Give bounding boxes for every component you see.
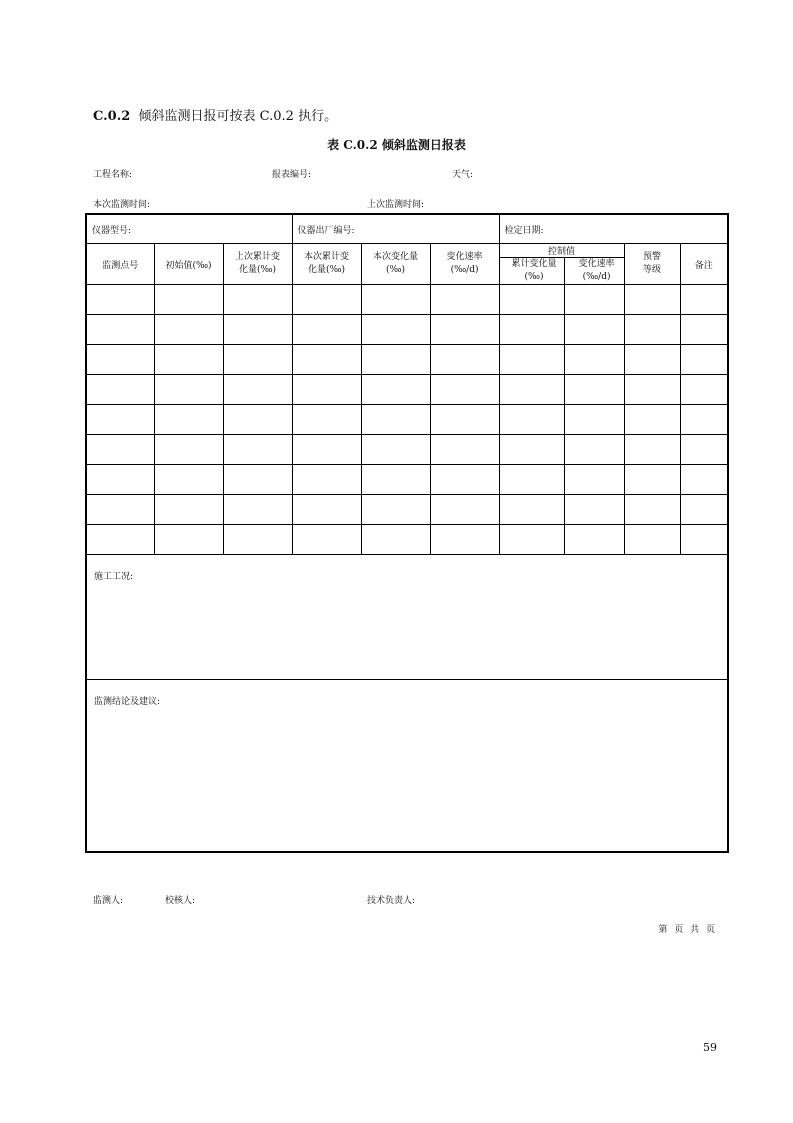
table-cell[interactable]	[86, 345, 154, 375]
table-cell[interactable]	[361, 495, 430, 525]
table-cell[interactable]	[292, 525, 361, 555]
table-cell[interactable]	[223, 525, 292, 555]
table-cell[interactable]	[86, 465, 154, 495]
table-cell[interactable]	[154, 405, 223, 435]
col-point: 监测点号	[86, 244, 154, 285]
table-cell[interactable]	[223, 495, 292, 525]
instrument-model-cell: 仪器型号:	[86, 214, 292, 244]
table-cell[interactable]	[361, 375, 430, 405]
table-cell[interactable]	[499, 495, 564, 525]
table-cell[interactable]	[680, 465, 728, 495]
table-cell[interactable]	[223, 405, 292, 435]
col-initial: 初始值(‰)	[154, 244, 223, 285]
table-cell[interactable]	[564, 375, 624, 405]
col-this-cum	[292, 244, 361, 285]
table-cell[interactable]	[292, 405, 361, 435]
table-cell[interactable]	[564, 345, 624, 375]
table-row	[86, 375, 728, 405]
weather-label: 天气:	[452, 170, 474, 180]
table-cell[interactable]	[154, 315, 223, 345]
table-row	[86, 315, 728, 345]
col-ctrl-cum-line1: 累计变化量	[511, 259, 557, 269]
table-cell[interactable]	[86, 495, 154, 525]
col-last-cum-line2: 化量(‰)	[238, 265, 277, 275]
construction-note-row	[86, 555, 728, 680]
table-cell[interactable]	[564, 285, 624, 315]
table-cell[interactable]	[624, 315, 680, 345]
table-row	[86, 435, 728, 465]
table-cell[interactable]	[430, 315, 499, 345]
table-cell[interactable]	[86, 315, 154, 345]
col-control: 控制值	[499, 244, 624, 258]
table-cell[interactable]	[680, 345, 728, 375]
table-cell[interactable]	[86, 525, 154, 555]
table-cell[interactable]	[680, 285, 728, 315]
table-cell[interactable]	[154, 465, 223, 495]
col-ctrl-rate-line2: (‰/d)	[582, 272, 611, 282]
col-rate	[430, 244, 499, 285]
conclusion-note-cell[interactable]: 监测结论及建议:	[86, 680, 728, 853]
conclusion-note-row	[86, 680, 728, 853]
table-cell[interactable]	[223, 345, 292, 375]
table-cell[interactable]	[292, 285, 361, 315]
table-cell[interactable]	[680, 315, 728, 345]
table-cell[interactable]	[499, 525, 564, 555]
table-cell[interactable]	[499, 285, 564, 315]
table-cell[interactable]	[154, 285, 223, 315]
table-cell[interactable]	[624, 345, 680, 375]
table-cell[interactable]	[564, 315, 624, 345]
table-cell[interactable]	[292, 465, 361, 495]
col-this-change	[361, 244, 430, 285]
table-cell[interactable]	[430, 435, 499, 465]
table-cell[interactable]	[430, 285, 499, 315]
table-cell[interactable]	[223, 285, 292, 315]
table-cell[interactable]	[154, 345, 223, 375]
table-cell[interactable]	[86, 405, 154, 435]
this-monitor-time-label: 本次监测时间:	[93, 200, 151, 210]
table-cell[interactable]	[680, 495, 728, 525]
page-number: 59	[703, 1041, 717, 1054]
col-ctrl-cum	[499, 258, 564, 285]
last-monitor-time-label: 上次监测时间:	[367, 200, 425, 210]
col-this-change-line1: 本次变化量	[373, 252, 419, 262]
table-cell[interactable]	[292, 435, 361, 465]
col-alarm-line2: 等级	[643, 265, 662, 275]
table-cell[interactable]	[430, 345, 499, 375]
table-cell[interactable]	[154, 525, 223, 555]
col-ctrl-rate	[564, 258, 624, 285]
col-this-cum-line1: 本次累计变	[304, 252, 350, 262]
table-cell[interactable]	[154, 435, 223, 465]
table-cell[interactable]	[499, 345, 564, 375]
table-cell[interactable]	[361, 285, 430, 315]
tech-lead-signature-label: 技术负责人:	[367, 896, 416, 906]
table-cell[interactable]	[680, 375, 728, 405]
table-cell[interactable]	[430, 495, 499, 525]
table-cell[interactable]	[154, 375, 223, 405]
col-rate-line2: (‰/d)	[450, 265, 479, 275]
table-cell[interactable]	[499, 435, 564, 465]
instrument-info-row	[86, 214, 728, 244]
col-rate-line1: 变化速率	[446, 252, 483, 262]
table-row	[86, 465, 728, 495]
table-row	[86, 525, 728, 555]
table-row	[86, 495, 728, 525]
col-last-cum-line1: 上次累计变	[235, 252, 281, 262]
table-cell[interactable]	[292, 345, 361, 375]
table-cell[interactable]	[223, 465, 292, 495]
table-cell[interactable]	[223, 435, 292, 465]
table-cell[interactable]	[86, 435, 154, 465]
col-ctrl-cum-line2: (‰)	[524, 272, 544, 282]
table-cell[interactable]	[223, 315, 292, 345]
table-cell[interactable]	[564, 495, 624, 525]
table-cell[interactable]	[499, 405, 564, 435]
checker-signature-label: 校核人:	[165, 896, 196, 906]
table-cell[interactable]	[680, 435, 728, 465]
table-cell[interactable]	[624, 465, 680, 495]
construction-note-cell[interactable]: 施工工况:	[86, 555, 728, 680]
col-remark: 备注	[680, 244, 728, 285]
table-row	[86, 405, 728, 435]
data-rows	[86, 285, 728, 555]
col-this-cum-line2: 化量(‰)	[307, 265, 346, 275]
table-cell[interactable]	[292, 315, 361, 345]
clause-text: 倾斜监测日报可按表 C.0.2 执行。	[138, 109, 338, 124]
table-row	[86, 345, 728, 375]
clause-number: C.0.2	[93, 109, 131, 124]
table-cell[interactable]	[223, 375, 292, 405]
table-cell[interactable]	[154, 495, 223, 525]
table-cell[interactable]	[292, 495, 361, 525]
table-cell[interactable]	[361, 525, 430, 555]
col-alarm	[624, 244, 680, 285]
table-cell[interactable]	[680, 405, 728, 435]
col-alarm-line1: 预警	[643, 252, 662, 262]
table-cell[interactable]	[564, 435, 624, 465]
table-cell[interactable]	[361, 465, 430, 495]
col-ctrl-rate-line1: 变化速率	[578, 259, 615, 269]
table-cell[interactable]	[624, 285, 680, 315]
page-of-label: 第 页 共 页	[658, 925, 717, 935]
table-cell[interactable]	[624, 495, 680, 525]
col-this-change-line2: (‰)	[385, 265, 406, 275]
table-cell[interactable]	[361, 315, 430, 345]
table-cell[interactable]	[361, 345, 430, 375]
table-cell[interactable]	[430, 375, 499, 405]
table-cell[interactable]	[361, 435, 430, 465]
table-cell[interactable]	[680, 525, 728, 555]
serial-no-cell: 仪器出厂编号:	[292, 214, 499, 244]
table-cell[interactable]	[564, 465, 624, 495]
table-cell[interactable]	[624, 375, 680, 405]
table-cell[interactable]	[292, 375, 361, 405]
report-table	[85, 213, 729, 853]
report-no-label: 报表编号:	[272, 170, 312, 180]
table-cell[interactable]	[361, 405, 430, 435]
table-cell[interactable]	[564, 405, 624, 435]
table-cell[interactable]	[499, 465, 564, 495]
table-title: 表 C.0.2 倾斜监测日报表	[327, 138, 466, 152]
table-row	[86, 285, 728, 315]
table-cell[interactable]	[430, 405, 499, 435]
table-cell[interactable]	[499, 375, 564, 405]
monitor-signature-label: 监测人:	[93, 896, 124, 906]
table-cell[interactable]	[430, 525, 499, 555]
table-cell[interactable]	[624, 405, 680, 435]
project-name-label: 工程名称:	[93, 170, 133, 180]
table-cell[interactable]	[624, 525, 680, 555]
clause-heading	[93, 105, 337, 124]
col-last-cum	[223, 244, 292, 285]
table-cell[interactable]	[430, 465, 499, 495]
table-cell[interactable]	[564, 525, 624, 555]
calibration-date-cell: 检定日期:	[499, 214, 728, 244]
table-cell[interactable]	[86, 375, 154, 405]
table-cell[interactable]	[499, 315, 564, 345]
table-cell[interactable]	[86, 285, 154, 315]
header-row	[86, 244, 728, 258]
table-cell[interactable]	[624, 435, 680, 465]
